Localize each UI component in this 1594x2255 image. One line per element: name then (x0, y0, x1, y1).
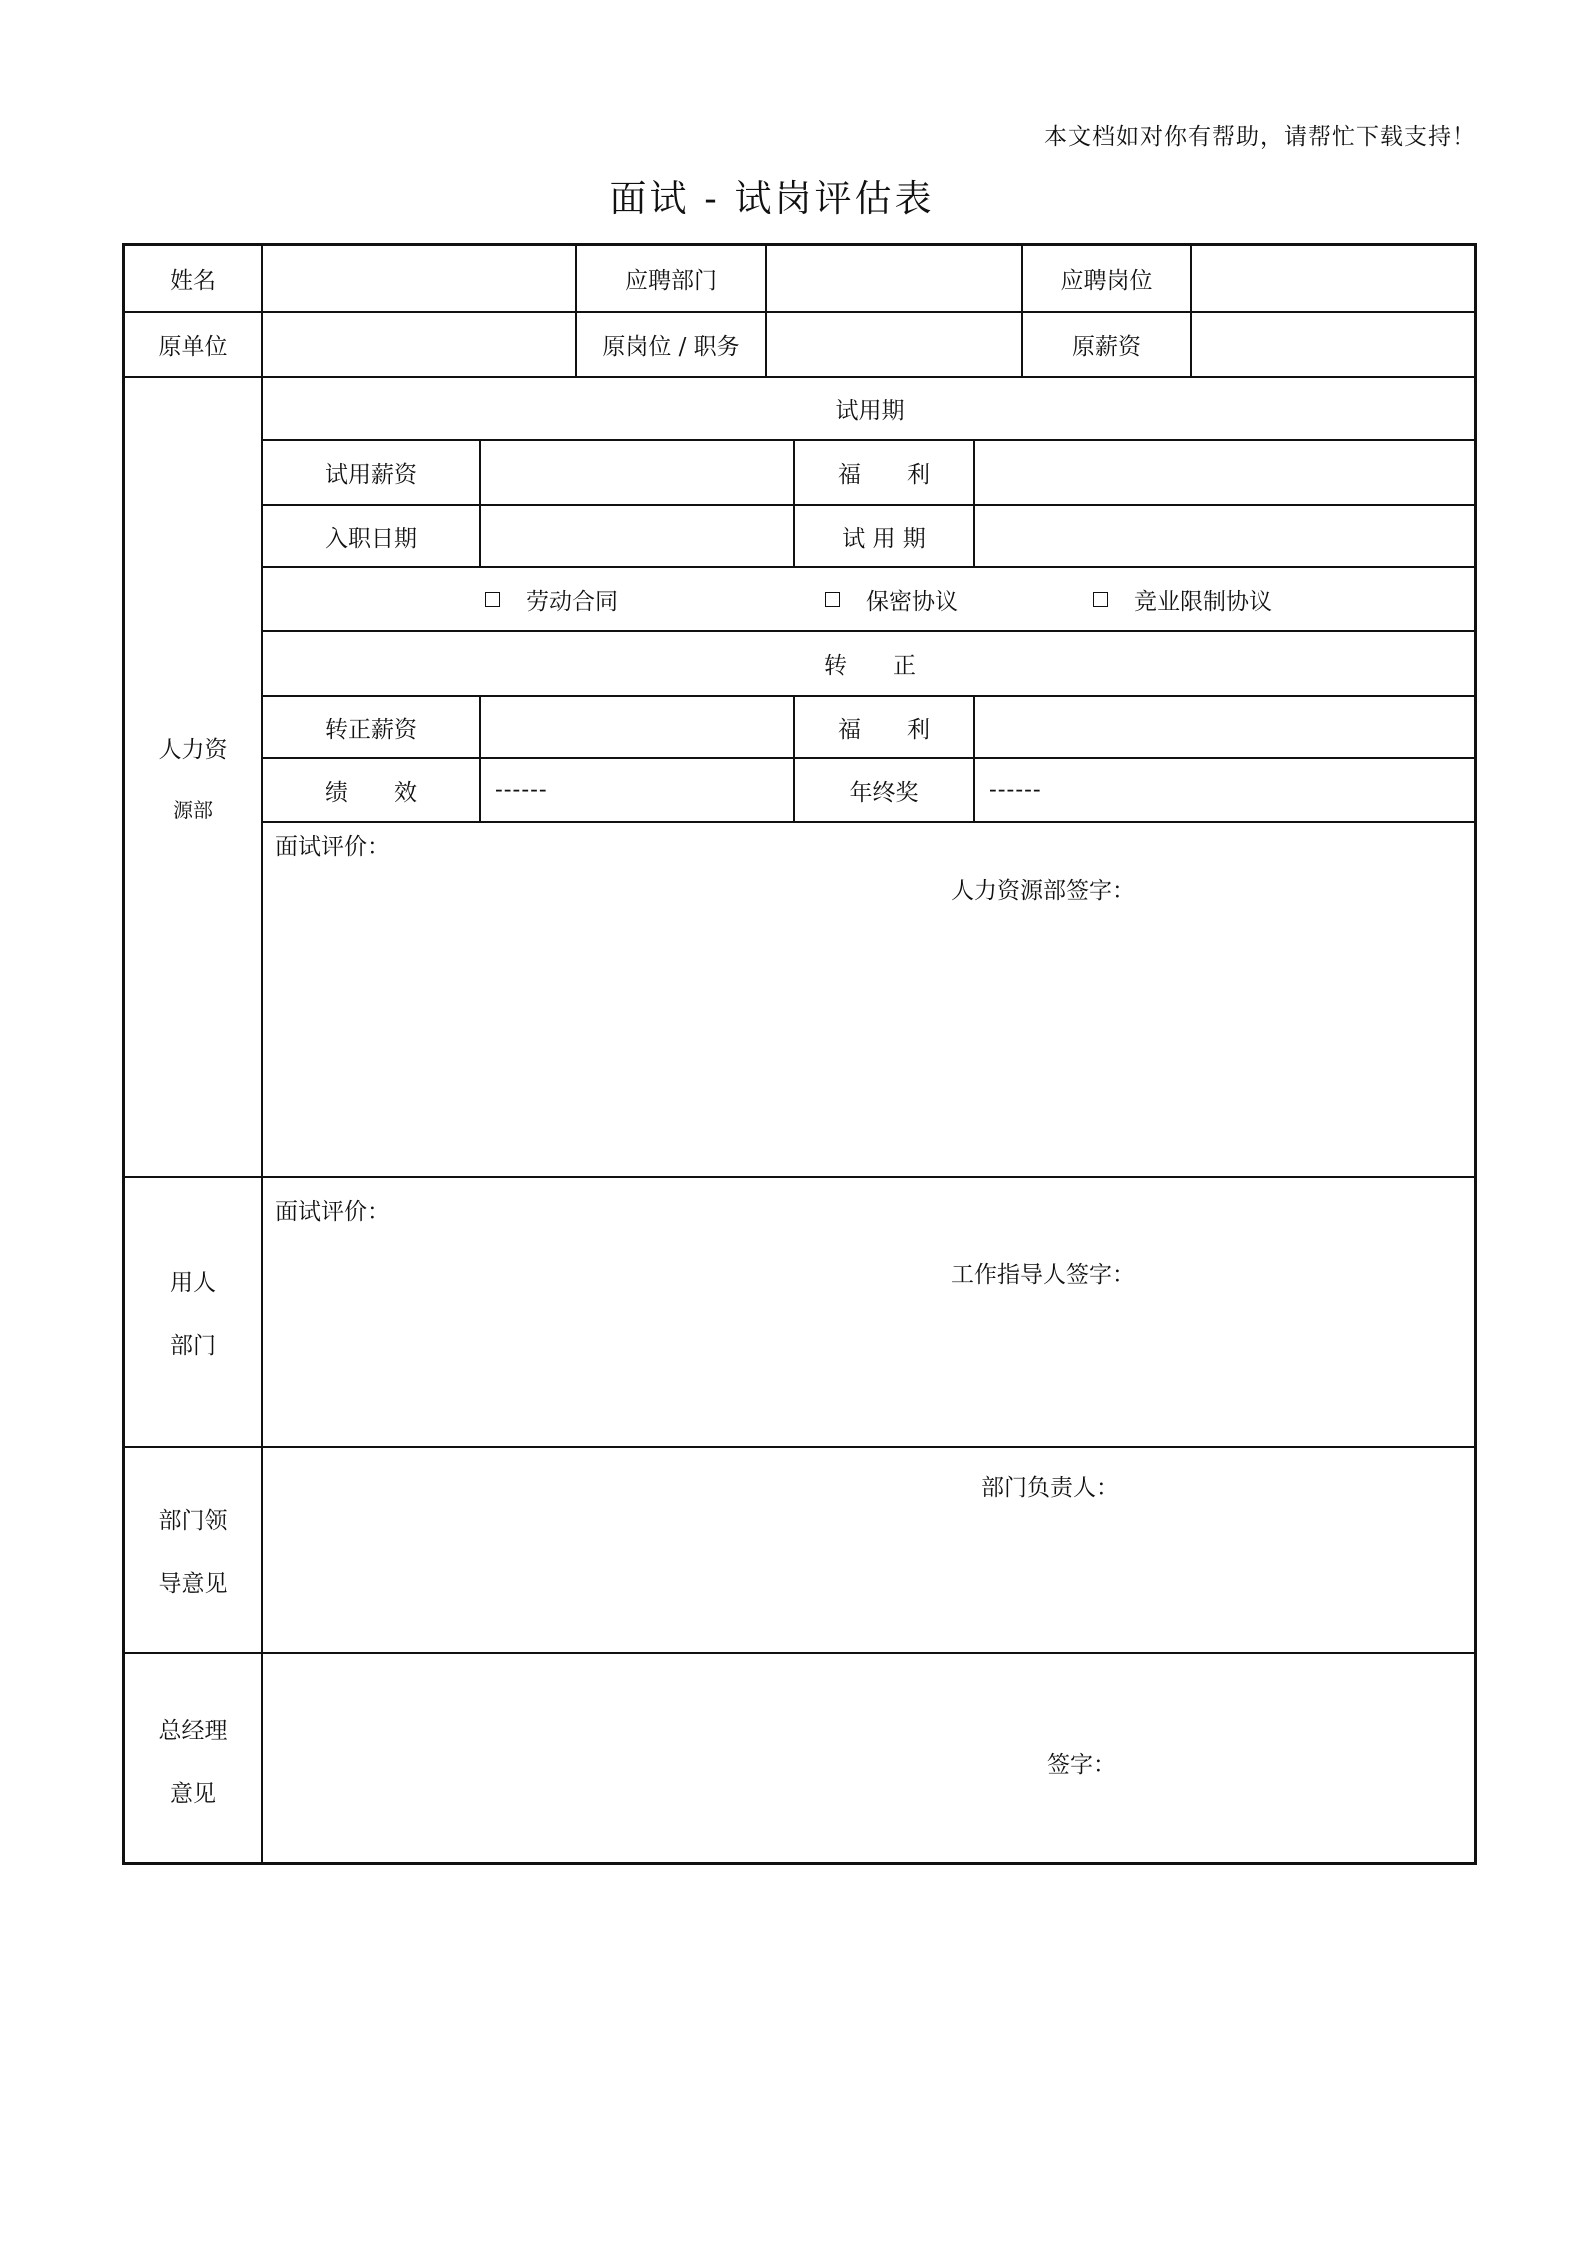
applied-dept-field[interactable] (767, 246, 1021, 311)
dept-leader-opinion-area[interactable] (263, 1448, 1477, 1652)
prev-unit-label: 原单位 (158, 334, 228, 360)
hr-section-label (125, 378, 261, 1176)
hr-section-label-line2: 源部 (173, 798, 213, 822)
mentor-signature-label: 工作指导人签字： (951, 1262, 1135, 1288)
name-label: 姓名 (170, 268, 216, 294)
page-title-text: 面试 - 试岗评估表 (609, 177, 935, 220)
non-compete-option[interactable] (1093, 568, 1272, 630)
employer-dept-label-line2: 部门 (170, 1333, 216, 1359)
regular-salary-field[interactable] (481, 697, 793, 757)
probation-period-field[interactable] (975, 506, 1477, 566)
regular-salary-label: 转正薪资 (325, 716, 417, 743)
regular-benefit-label: 福 利 (838, 716, 930, 743)
year-bonus-label: 年终奖 (849, 779, 919, 806)
probation-header: 试用期 (835, 398, 905, 424)
general-manager-label-line1: 总经理 (158, 1717, 228, 1744)
probation-benefit-field[interactable] (975, 441, 1477, 504)
general-manager-label-line2: 意见 (170, 1780, 216, 1807)
dept-head-signature-label: 部门负责人： (981, 1475, 1119, 1501)
regular-benefit-field[interactable] (975, 697, 1477, 757)
regular-header: 转 正 (824, 653, 916, 679)
general-manager-opinion-area[interactable] (263, 1654, 1477, 1865)
performance-label: 绩 效 (325, 779, 417, 806)
prev-unit-field[interactable] (263, 313, 575, 376)
non-compete-label: 竞业限制协议 (1134, 588, 1272, 615)
name-field[interactable] (263, 246, 575, 311)
general-manager-label (125, 1654, 261, 1865)
non-compete-checkbox[interactable] (1093, 592, 1108, 607)
employer-dept-label (125, 1178, 261, 1446)
performance-field[interactable]: ------ (495, 777, 548, 803)
prev-salary-label: 原薪资 (1072, 334, 1141, 360)
hr-section-label-line1: 人力资 (158, 737, 228, 763)
applied-position-label: 应聘岗位 (1060, 268, 1153, 294)
probation-salary-field[interactable] (481, 441, 793, 504)
probation-salary-label: 试用薪资 (325, 462, 417, 488)
prev-position-field[interactable] (767, 313, 1021, 376)
prev-position-label: 原岗位 / 职务 (602, 334, 740, 360)
hr-interview-eval-label: 面试评价： (275, 834, 390, 860)
header-note: 本文档如对你有帮助，请帮忙下载支持！ (1044, 124, 1476, 150)
gm-signature-label: 签字： (1047, 1752, 1116, 1778)
hr-interview-eval-area[interactable] (263, 823, 1477, 1176)
probation-period-label: 试 用 期 (842, 525, 926, 552)
page-title (0, 168, 1594, 222)
applied-dept-label: 应聘部门 (625, 268, 717, 294)
employer-interview-eval-area[interactable] (263, 1178, 1477, 1446)
start-date-field[interactable] (481, 506, 793, 566)
probation-benefit-label: 福 利 (838, 462, 930, 488)
nda-option[interactable] (825, 568, 958, 630)
evaluation-form (122, 243, 1477, 1865)
dept-leader-label (125, 1448, 261, 1652)
nda-checkbox[interactable] (825, 592, 840, 607)
year-bonus-field[interactable]: ------ (989, 777, 1042, 803)
labor-contract-label: 劳动合同 (526, 588, 618, 615)
hr-signature-label: 人力资源部签字： (951, 878, 1135, 904)
employer-interview-eval-label: 面试评价： (275, 1199, 390, 1225)
labor-contract-option[interactable] (485, 568, 618, 630)
start-date-label: 入职日期 (325, 525, 417, 552)
nda-label: 保密协议 (866, 588, 958, 615)
applied-position-field[interactable] (1192, 246, 1477, 311)
labor-contract-checkbox[interactable] (485, 592, 500, 607)
prev-salary-field[interactable] (1192, 313, 1477, 376)
dept-leader-label-line2: 导意见 (158, 1571, 228, 1597)
dept-leader-label-line1: 部门领 (158, 1508, 228, 1534)
employer-dept-label-line1: 用人 (170, 1270, 216, 1296)
